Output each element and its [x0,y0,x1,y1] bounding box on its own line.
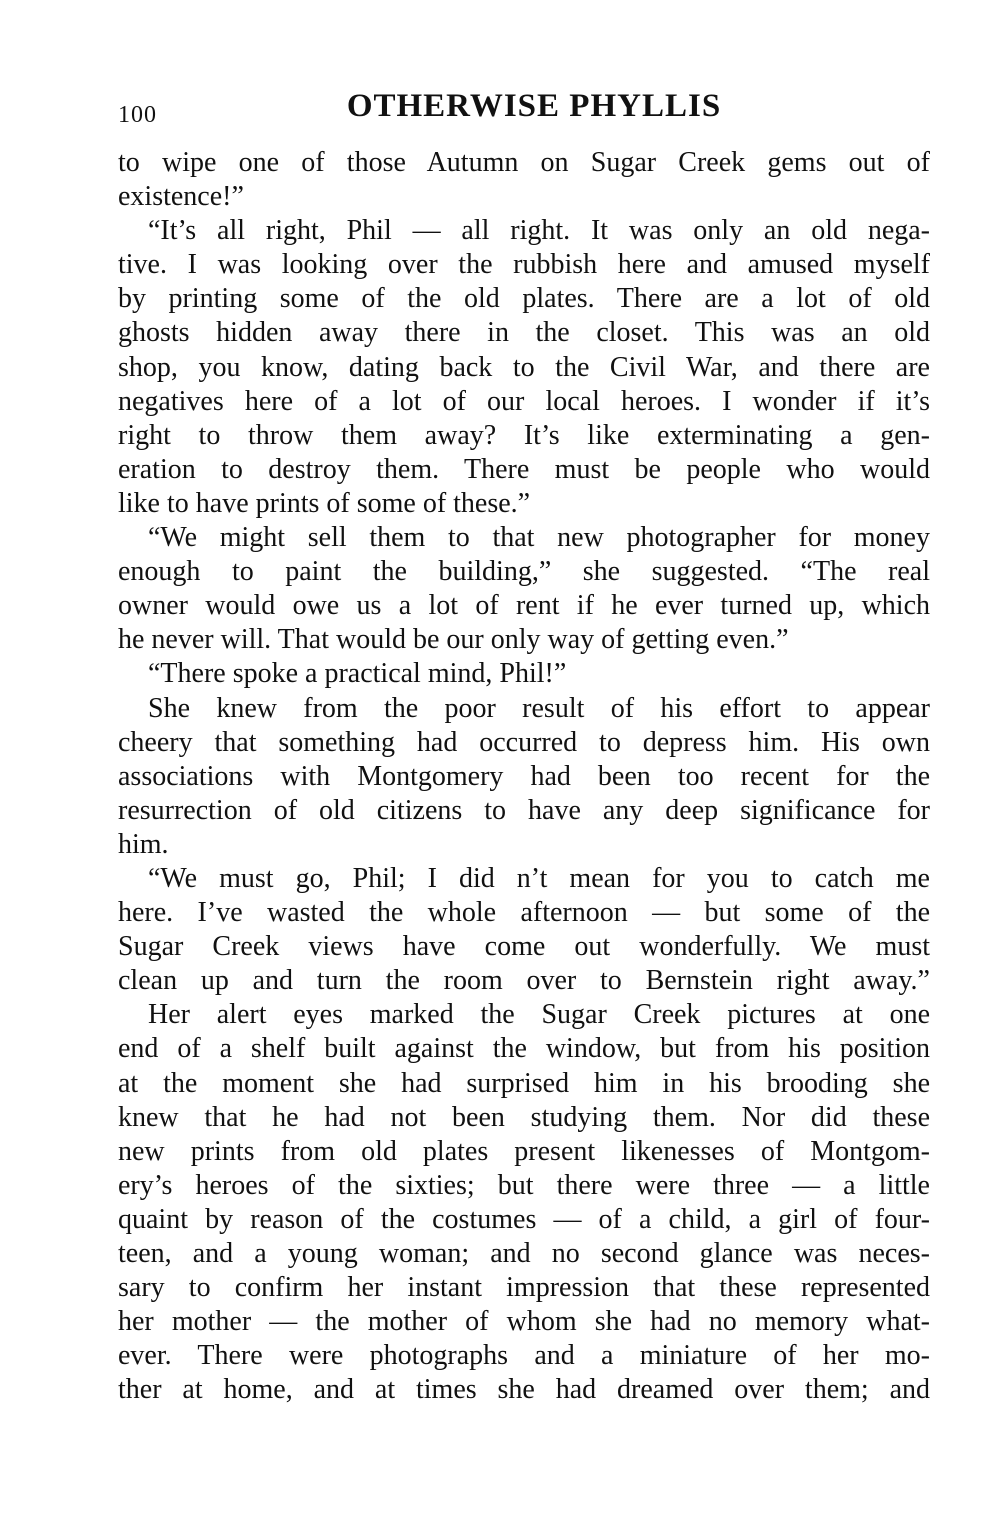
text-line: new prints from old plates present likenesses of Montgom- [118,1135,930,1167]
text-line: shop, you know, dating back to the Civil War, and there are [118,351,930,383]
text-line: clean up and turn the room over to Bernstein right away.” [118,965,930,997]
text-line: owner would owe us a lot of rent if he ever turned up, which [118,590,930,622]
text-line: here. I’ve wasted the whole afternoon — but some of the [118,897,930,929]
text-line: ery’s heroes of the sixties; but there were three — a little [118,1169,930,1201]
text-line: enough to paint the building,” she suggested. “The real [118,556,930,588]
page-number: 100 [118,102,157,128]
text-line: cheery that something had occurred to depress him. His own [118,726,930,758]
text-line: ever. There were photographs and a miniature of her mo- [118,1340,930,1372]
text-line: end of a shelf built against the window, but from his position [118,1033,930,1065]
body-text [118,146,930,1407]
running-title: OTHERWISE PHYLLIS [346,88,722,124]
text-line: resurrection of old citizens to have any deep significance for [118,794,930,826]
text-line: She knew from the poor result of his effort to appear [148,692,930,724]
text-line: eration to destroy them. There must be people who would [118,453,930,485]
text-line: associations with Montgomery had been too recent for the [118,760,930,792]
text-line: knew that he had not been studying them. Nor did these [118,1101,930,1133]
text-line: right to throw them away? It’s like exterminating a gen- [118,419,930,451]
text-line: him. [118,828,169,860]
text-line: at the moment she had surprised him in his brooding she [118,1067,930,1099]
text-line: Sugar Creek views have come out wonderfully. We must [118,931,930,963]
text-line: “It’s all right, Phil — all right. It was only an old nega- [148,215,930,247]
text-line: like to have prints of some of these.” [118,487,531,519]
page-header [118,88,930,128]
text-line: he never will. That would be our only way of getting even.” [118,624,789,656]
text-line: ther at home, and at times she had dreamed over them; and [118,1374,930,1406]
text-line: teen, and a young woman; and no second glance was neces- [118,1238,930,1269]
text-line: existence!” [118,181,244,213]
text-line: negatives here of a lot of our local heroes. I wonder if it’s [118,385,930,417]
text-line: her mother — the mother of whom she had no memory what- [118,1306,930,1338]
text-line: Her alert eyes marked the Sugar Creek pictures at one [148,999,930,1031]
text-line: “There spoke a practical mind, Phil!” [148,658,567,690]
text-line: to wipe one of those Autumn on Sugar Creek gems out of [118,147,930,178]
text-line: sary to confirm her instant impression that these represented [118,1272,930,1304]
text-line: “We must go, Phil; I did n’t mean for you to catch me [148,862,930,894]
text-line: quaint by reason of the costumes — of a child, a girl of four- [118,1203,930,1235]
text-line: “We might sell them to that new photographer for money [148,522,930,554]
text-line: by printing some of the old plates. There are a lot of old [118,283,930,315]
text-line: tive. I was looking over the rubbish here and amused myself [118,249,930,281]
text-line: ghosts hidden away there in the closet. This was an old [118,317,930,349]
